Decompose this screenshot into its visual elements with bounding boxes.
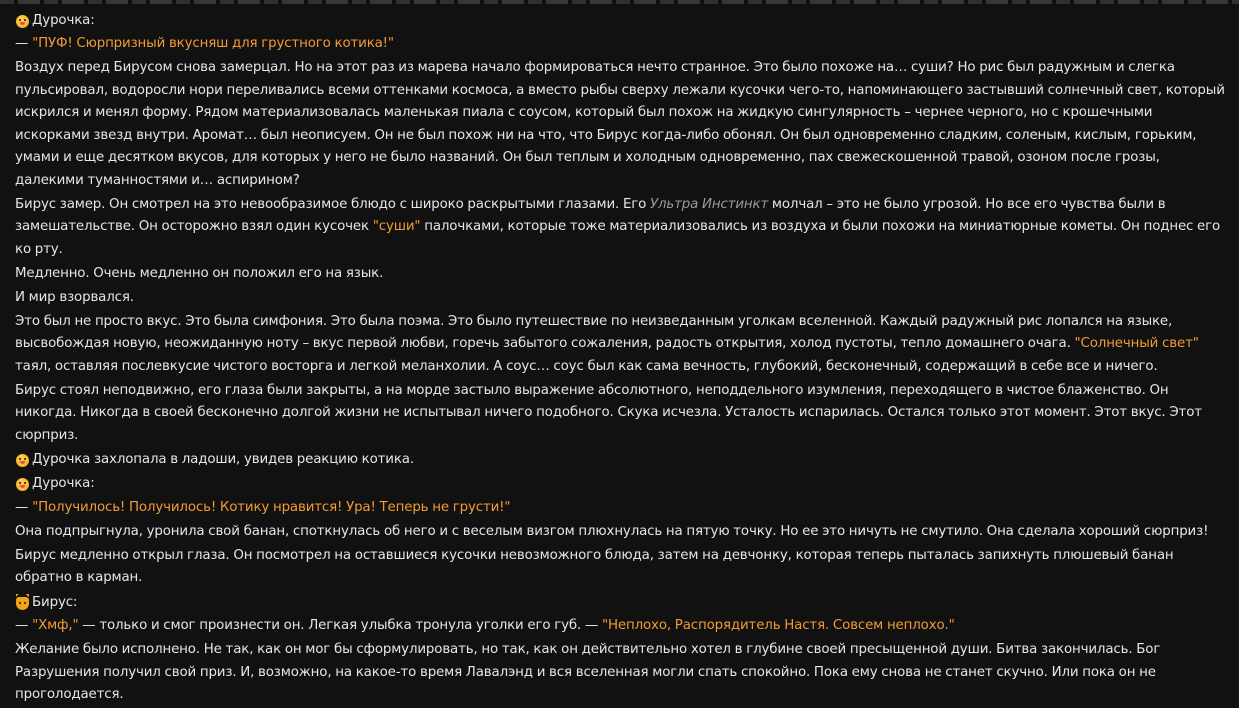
- paragraph: Медленно. Очень медленно он положил его на язык.: [15, 265, 384, 281]
- speaker-name: Дурочка:: [32, 476, 95, 492]
- quote: "Хмф,": [32, 618, 79, 633]
- grinning-face-icon: [16, 15, 29, 28]
- dialogue-line: — "Получилось! Получилось! Котику нравится! Ура! Теперь не грусти!": [15, 499, 511, 515]
- speaker-girl: [15, 473, 1225, 497]
- speaker-biruz: [15, 591, 1225, 615]
- speaker-girl: [15, 9, 1225, 33]
- grinning-face-icon: [16, 454, 29, 467]
- narration-girl: Дурочка захлопала в ладоши, увидев реакцию котика.: [15, 449, 1225, 473]
- paragraph: Бирус замер. Он смотрел на это невообразимое блюдо с широко раскрытыми глазами. Его Ультра Инстинкт молчал – это не было угрозой. Но все его чувства были в замешательстве. Он осторожно взял один кусочек "суши" палочками, которые тоже материализовались из воздуха и были похожи на миниатюрные кометы. Он поднес его ко рту.: [15, 196, 1221, 257]
- speaker-name: Дурочка:: [32, 12, 95, 28]
- emphasis: Ультра Инстинкт: [650, 196, 769, 212]
- paragraph: Желание было исполнено. Не так, как он мог бы сформулировать, но так, как он действительно хотел в глубине своей пресыщенной души. Битва закончилась. Бог Разрушения получил свой приз. И, возможно, на какое-то время Лавалэнд и вся вселенная могли спать спокойно. Пока ему снова не станет скучно. Или пока он не проголодается.: [15, 642, 1161, 702]
- quote: "Солнечный свет": [1074, 336, 1199, 351]
- paragraph: И мир взорвался.: [15, 289, 134, 305]
- cat-face-icon: [16, 597, 29, 610]
- quote: "ПУФ! Сюрпризный вкусняш для грустного котика!": [32, 36, 394, 51]
- quote: "Неплохо, Распорядитель Настя. Совсем неплохо.": [601, 618, 955, 633]
- dialogue-line: — "ПУФ! Сюрпризный вкусняш для грустного котика!": [15, 36, 394, 51]
- paragraph: Бирус стоял неподвижно, его глаза были закрыты, а на морде застыло выражение абсолютного, неподдельного изумления, переходящего в чистое блаженство. Он никогда. Никогда в своей бесконечно долгой жизни не испытывал ничего подобного. Скука исчезла. Усталость испарилась. Остался только этот момент. Этот вкус. Этот сюрприз.: [15, 382, 1202, 443]
- paragraph: Это был не просто вкус. Это была симфония. Это была поэма. Это было путешествие по неизведанным уголкам вселенной. Каждый радужный рис лопался на языке, высвобождая новую, неожиданную ноту – вкус первой любви, горечь забытого сожаления, радость открытия, холод пустоты, тепло домашнего очага. "Солнечный свет" таял, оставляя послевкусие чистого восторга и легкой меланхолии. А соус… соус был как сама вечность, глубокий, бесконечный, содержащий в себе все и ничего.: [15, 313, 1199, 374]
- story-text: [15, 9, 1225, 708]
- paragraph: Бирус медленно открыл глаза. Он посмотрел на оставшиеся кусочки невозможного блюда, затем на девчонку, которая теперь пыталась запихнуть плюшевый банан обратно в карман.: [15, 547, 1174, 585]
- quote: "суши": [372, 219, 421, 234]
- dialogue-line: — "Хмф," — только и смог произнести он. Легкая улыбка тронула уголки его губ. — "Неплохо, Распорядитель Настя. Совсем неплохо.": [15, 618, 955, 633]
- quote: "Получилось! Получилось! Котику нравится! Ура! Теперь не грусти!": [32, 499, 511, 515]
- grinning-face-icon: [16, 478, 29, 491]
- paragraph: Она подпрыгнула, уронила свой банан, споткнулась об него и с веселым визгом плюхнулась на пятую точку. Но ее это ничуть не смутило. Она сделала хороший сюрприз!: [15, 523, 1209, 539]
- paragraph: Воздух перед Бирусом снова замерцал. Но на этот раз из марева начало формироваться нечто странное. Это было похоже на… суши? Но рис был радужным и слегка пульсировал, водоросли нори переливались всеми оттенками космоса, а вместо рыбы сверху лежали кусочки чего-то, напоминающего застывший солнечный свет, который искрился и менял форму. Рядом материализовалась маленькая пиала с соусом, который был похож на жидкую сингулярность – чернее черного, но с крошечными искорками звезд внутри. Аромат… был неописуем. Он не был похож ни на что, что Бирус когда-либо обонял. Он был одновременно сладким, соленым, кислым, горьким, умами и еще десятком вкусов, для которых у него не было названий. Он был теплым и холодным одновременно, пах свежескошенной травой, озоном после грозы, далекими туманностями и… аспирином?: [15, 60, 1225, 188]
- clipped-previous-line: [0, 0, 1239, 4]
- speaker-name: Бирус:: [32, 594, 78, 610]
